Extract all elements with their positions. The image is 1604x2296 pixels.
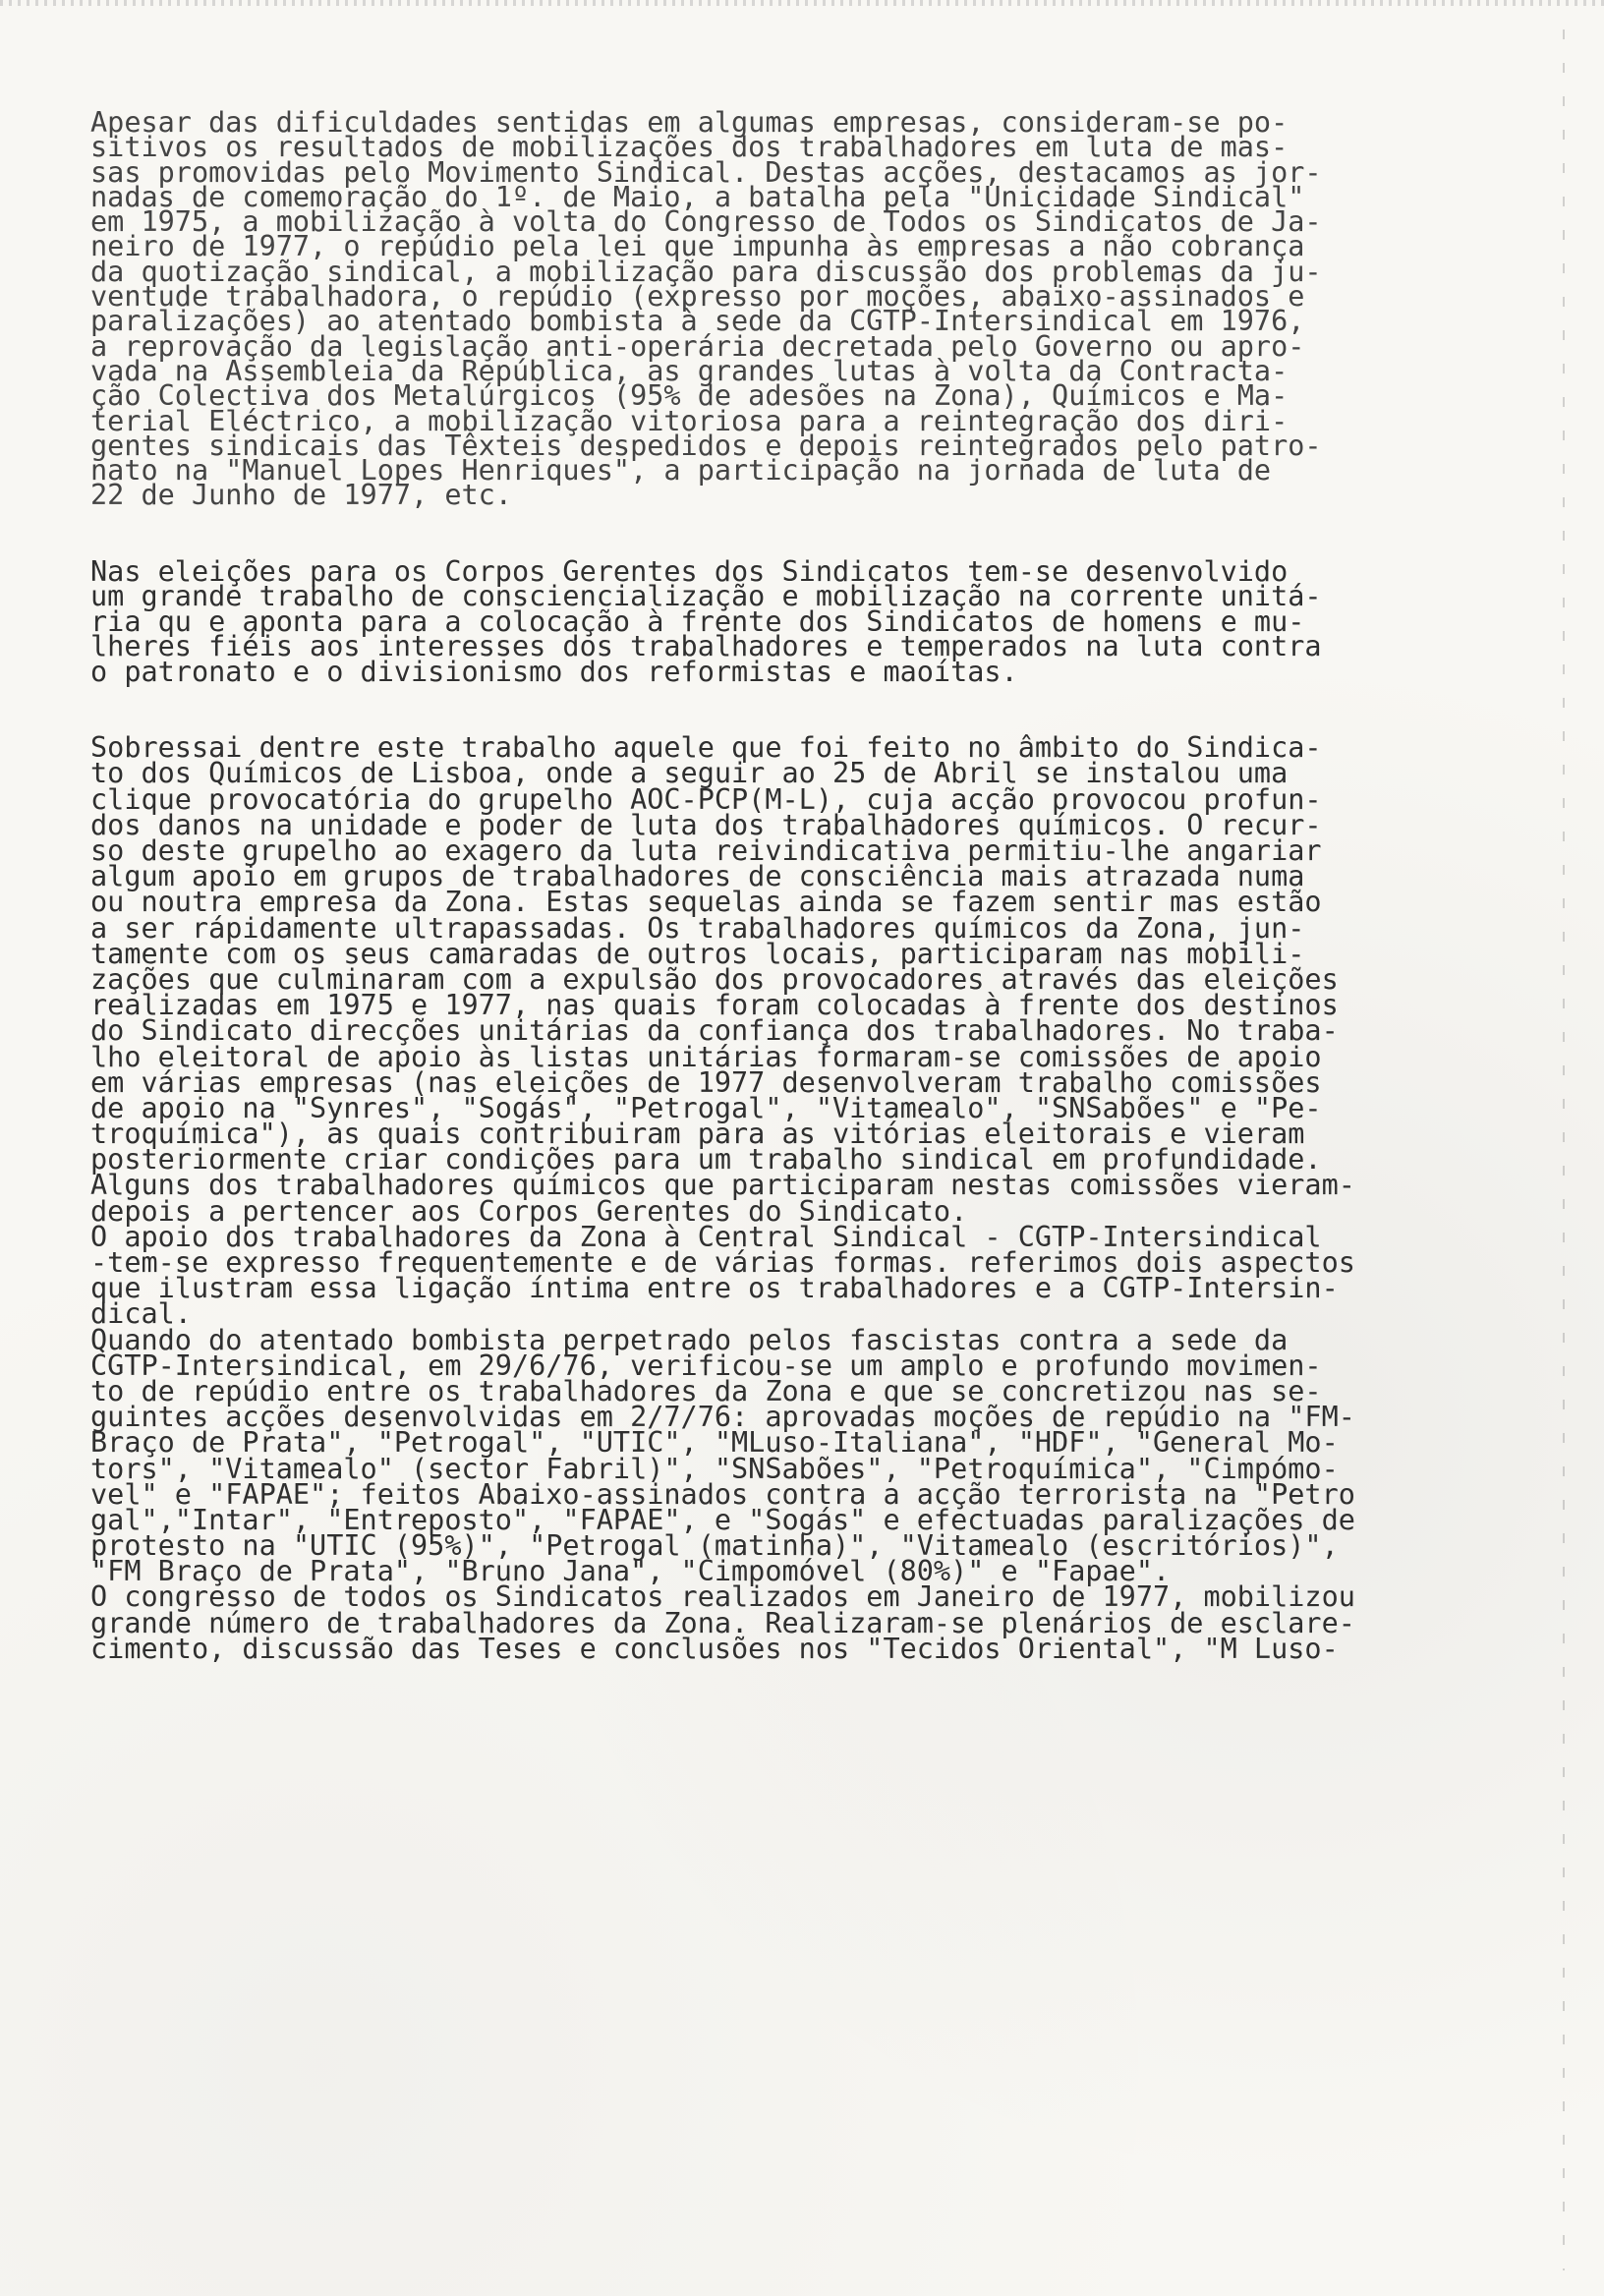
text-line: neiro de 1977, o repúdio pela lei que impunha às empresas a não cobrança [90, 230, 1305, 263]
text-line: CGTP-Intersindical, em 29/6/76, verificou-se um amplo e profundo movimen- [90, 1349, 1322, 1382]
text-line: so deste grupelho ao exagero da luta reivindicativa permitiu-lhe angariar [90, 834, 1322, 867]
paragraph [90, 554, 1466, 688]
text-line: Alguns dos trabalhadores químicos que participaram nestas comissões vieram- [90, 1169, 1355, 1202]
text-line: depois a pertencer aos Corpos Gerentes do Sindicato. [90, 1194, 968, 1228]
text-line: Quando do atentado bombista perpetrado pelos fascistas contra a sede da [90, 1323, 1289, 1356]
text-line: ção Colectiva dos Metalúrgicos (95% de adesões na Zona), Químicos e Ma- [90, 379, 1289, 413]
text-line: da quotização sindical, a mobilização para discussão dos problemas da ju- [90, 255, 1322, 288]
text-line: vel" e "FAPAE"; feitos Abaixo-assinados contra a acção terrorista na "Petro [90, 1477, 1355, 1511]
text-line: de apoio na "Synres", "Sogás", "Petrogal", "Vitamealo", "SNSabões" e "Pe- [90, 1091, 1322, 1124]
text-line: troquímica"), as quais contribuiram para as vitórias eleitorais e vieram [90, 1118, 1305, 1151]
text-line: paralizações) ao atentado bombista à sede da CGTP-Intersindical em 1976, [90, 305, 1305, 338]
paragraph [90, 731, 1466, 1665]
text-line: gentes sindicais das Têxteis despedidos e depois reintegrados pelo patro- [90, 429, 1322, 462]
text-line: a ser rápidamente ultrapassadas. Os trabalhadores químicos da Zona, jun- [90, 911, 1305, 945]
text-line: sas promovidas pelo Movimento Sindical. Destas acções, destacamos as jor- [90, 155, 1322, 189]
text-line: cimento, discussão das Teses e conclusões nos "Tecidos Oriental", "M Luso- [90, 1632, 1339, 1665]
text-line: "FM Braço de Prata", "Bruno Jana", "Cimpomóvel (80%)" e "Fapae". [90, 1555, 1171, 1588]
margin-rule [1563, 29, 1565, 2270]
text-line: gal","Intar", "Entreposto", "FAPAE", e "Sogás" e efectuadas paralizações de [90, 1503, 1355, 1536]
text-line: protesto na "UTIC (95%)", "Petrogal (matinha)", "Vitamealo (escritórios)", [90, 1529, 1339, 1563]
text-line: Nas eleições para os Corpos Gerentes dos Sindicatos tem-se desenvolvido [90, 554, 1289, 588]
text-line: to dos Químicos de Lisboa, onde a seguir ao 25 de Abril se instalou uma [90, 757, 1289, 790]
text-line: vada na Assembleia da República, as grandes lutas à volta da Contracta- [90, 354, 1289, 387]
text-line: um grande trabalho de consciencialização e mobilização na corrente unitá- [90, 580, 1322, 613]
text-line: dos danos na unidade e poder de luta dos trabalhadores químicos. O recur- [90, 808, 1322, 841]
text-line: dical. [90, 1297, 192, 1331]
text-line: realizadas em 1975 e 1977, nas quais foram colocadas à frente dos destinos [90, 989, 1339, 1022]
text-line: em 1975, a mobilização à volta do Congresso de Todos os Sindicatos de Ja- [90, 205, 1322, 239]
text-line: tors", "Vitamealo" (sector Fabril)", "SNSabões", "Petroquímica", "Cimpómo- [90, 1452, 1339, 1485]
text-line: algum apoio em grupos de trabalhadores de consciência mais atrazada numa [90, 860, 1305, 893]
text-line: ria qu e aponta para a colocação à frente dos Sindicatos de homens e mu- [90, 604, 1305, 638]
text-line: to de repúdio entre os trabalhadores da Zona e que se concretizou nas se- [90, 1374, 1322, 1407]
text-line: que ilustram essa ligação íntima entre os trabalhadores e a CGTP-Intersin- [90, 1272, 1339, 1305]
text-line: O congresso de todos os Sindicatos realizados em Janeiro de 1977, mobilizou [90, 1580, 1355, 1614]
text-line: posteriormente criar condições para um trabalho sindical em profundidade. [90, 1143, 1322, 1177]
text-line: tamente com os seus camaradas de outros locais, participaram nas mobili- [90, 937, 1305, 970]
text-line: sitivos os resultados de mobilizações dos trabalhadores em luta de mas- [90, 131, 1289, 164]
text-line: lho eleitoral de apoio às listas unitárias formaram-se comissões de apoio [90, 1040, 1322, 1073]
text-line: 22 de Junho de 1977, etc. [90, 479, 512, 512]
text-line: Braço de Prata", "Petrogal", "UTIC", "MLuso-Italiana", "HDF", "General Mo- [90, 1426, 1339, 1460]
text-line: guintes acções desenvolvidas em 2/7/76: aprovadas moções de repúdio na "FM- [90, 1401, 1355, 1434]
text-line: lheres fiéis aos interesses dos trabalhadores e temperados na luta contra [90, 630, 1322, 663]
text-line: ou noutra empresa da Zona. Estas sequelas ainda se fazem sentir mas estão [90, 886, 1322, 919]
text-line: Apesar das dificuldades sentidas em algumas empresas, consideram-se po- [90, 106, 1289, 139]
text-line: zações que culminaram com a expulsão dos provocadores através das eleições [90, 962, 1339, 996]
text-line: -tem-se expresso frequentemente e de várias formas. referimos dois aspectos [90, 1246, 1355, 1279]
text-line: terial Eléctrico, a mobilização vitoriosa para a reintegração dos diri- [90, 404, 1289, 437]
paragraph [90, 106, 1466, 512]
text-line: a reprovação da legislação anti-operária decretada pelo Governo ou apro- [90, 329, 1305, 363]
text-line: do Sindicato direcções unitárias da confiança dos trabalhadores. No traba- [90, 1014, 1339, 1048]
text-line: nadas de comemoração do 1º. de Maio, a batalha pela "Unicidade Sindical" [90, 180, 1305, 213]
text-line: clique provocatória do grupelho AOC-PCP(M-L), cuja acção provocou profun- [90, 782, 1322, 816]
text-line: grande número de trabalhadores da Zona. Realizaram-se plenários de esclare- [90, 1606, 1355, 1639]
text-line: nato na "Manuel Lopes Henriques", a participação na jornada de luta de [90, 454, 1272, 488]
text-line: em várias empresas (nas eleições de 1977 desenvolveram trabalho comissões [90, 1065, 1322, 1099]
text-line: ventude trabalhadora, o repúdio (expresso por moções, abaixo-assinados e [90, 280, 1305, 314]
document-body [90, 106, 1466, 1665]
scan-edge [0, 0, 1604, 6]
text-line: O apoio dos trabalhadores da Zona à Central Sindical - CGTP-Intersindical [90, 1220, 1322, 1253]
text-line: Sobressai dentre este trabalho aquele que foi feito no âmbito do Sindica- [90, 731, 1322, 765]
text-line: o patronato e o divisionismo dos reformistas e maoítas. [90, 655, 1018, 688]
